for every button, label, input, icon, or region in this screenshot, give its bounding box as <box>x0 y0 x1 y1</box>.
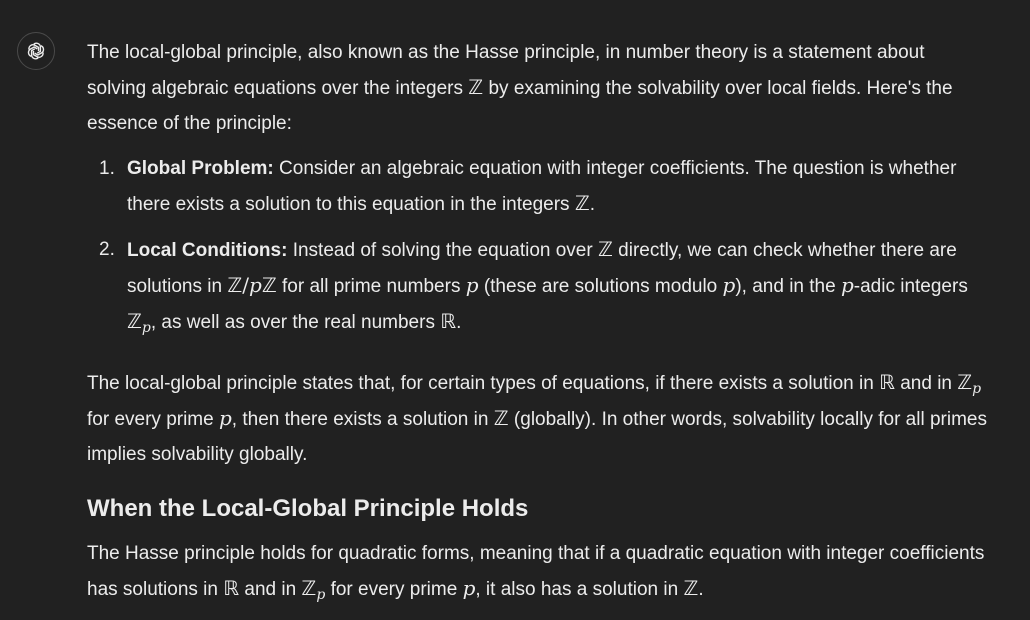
list-item-title: Local Conditions: <box>127 240 288 261</box>
paragraph-text: for every prime <box>87 409 219 430</box>
list-item-text: . <box>589 194 596 215</box>
list-item-text: directly, we can check whether there are solutions in <box>127 240 957 297</box>
math-integers: ℤ <box>227 273 243 297</box>
section-heading: When the Local-Global Principle Holds <box>87 495 529 522</box>
paragraph-text: , it also has a solution in <box>475 579 684 600</box>
paragraph-text: , then there exists a solution in <box>231 409 494 430</box>
principle-list <box>87 151 987 340</box>
math-p: p <box>840 273 854 297</box>
assistant-avatar <box>17 32 55 70</box>
assistant-message <box>87 35 987 607</box>
paragraph-text: (globally). In other words, solvability locally for all primes implies solvability globally. <box>87 409 987 465</box>
list-item-local-conditions <box>99 232 987 340</box>
list-item-text: . <box>456 312 462 333</box>
math-p: p <box>218 406 232 430</box>
math-subscript-p: p <box>141 320 151 336</box>
list-item-title: Global Problem: <box>127 158 274 179</box>
math-p-adic-integers: ℤ <box>957 370 973 394</box>
list-item-text: for all prime numbers <box>276 276 466 297</box>
list-item-text: Consider an algebraic equation with integer coefficients. The question is whether there exists a solution to this equation in the integers <box>127 158 957 215</box>
list-number: 1. <box>99 158 115 179</box>
math-integers: ℤ <box>493 406 509 430</box>
openai-logo-icon <box>24 39 48 63</box>
math-integers: ℤ <box>468 75 484 99</box>
list-item-text: ), and in the <box>735 276 841 297</box>
list-number: 2. <box>99 239 115 260</box>
quadratic-forms-paragraph <box>87 536 987 607</box>
list-item-text: , as well as over the real numbers <box>150 312 441 333</box>
math-subscript-p: p <box>316 587 326 603</box>
paragraph-text: . <box>698 579 704 600</box>
math-integers: ℤ <box>683 576 699 600</box>
math-p: p <box>722 273 736 297</box>
paragraph-text: The local-global principle states that, for certain types of equations, if there exists a solution in <box>87 373 880 394</box>
math-subscript-p: p <box>972 381 982 397</box>
math-p-adic-integers: ℤ <box>127 309 142 333</box>
principle-paragraph <box>87 365 987 472</box>
math-reals: ℝ <box>879 370 895 394</box>
math-p: p <box>249 273 262 297</box>
paragraph-text: and in <box>894 373 958 394</box>
intro-text-b: by examining the solvability over local fields. Here's the essence of the principle: <box>87 78 953 134</box>
paragraph-text: and in <box>239 579 302 600</box>
math-integers: ℤ <box>597 237 613 261</box>
paragraph-text: for every prime <box>325 579 463 600</box>
list-item-text: -adic integers <box>853 276 968 297</box>
list-item-text: Instead of solving the equation over <box>287 240 598 261</box>
math-integers: ℤ <box>261 273 277 297</box>
paragraph-text: The Hasse principle holds for quadratic forms, meaning that if a quadratic equation with integer coefficients has solutions in <box>87 543 985 600</box>
list-item-global-problem <box>99 151 987 222</box>
math-p-adic-integers: ℤ <box>301 576 317 600</box>
math-p: p <box>462 576 476 600</box>
math-reals: ℝ <box>223 576 240 600</box>
math-slash: / <box>242 273 249 297</box>
math-integers: ℤ <box>574 191 590 215</box>
intro-text-a: The local-global principle, also known as the Hasse principle, in number theory is a statement about solving algebraic equations over the integers <box>87 42 925 99</box>
math-p: p <box>465 273 479 297</box>
math-reals: ℝ <box>440 309 457 333</box>
list-item-text: (these are solutions modulo <box>478 276 723 297</box>
intro-paragraph <box>87 35 987 141</box>
